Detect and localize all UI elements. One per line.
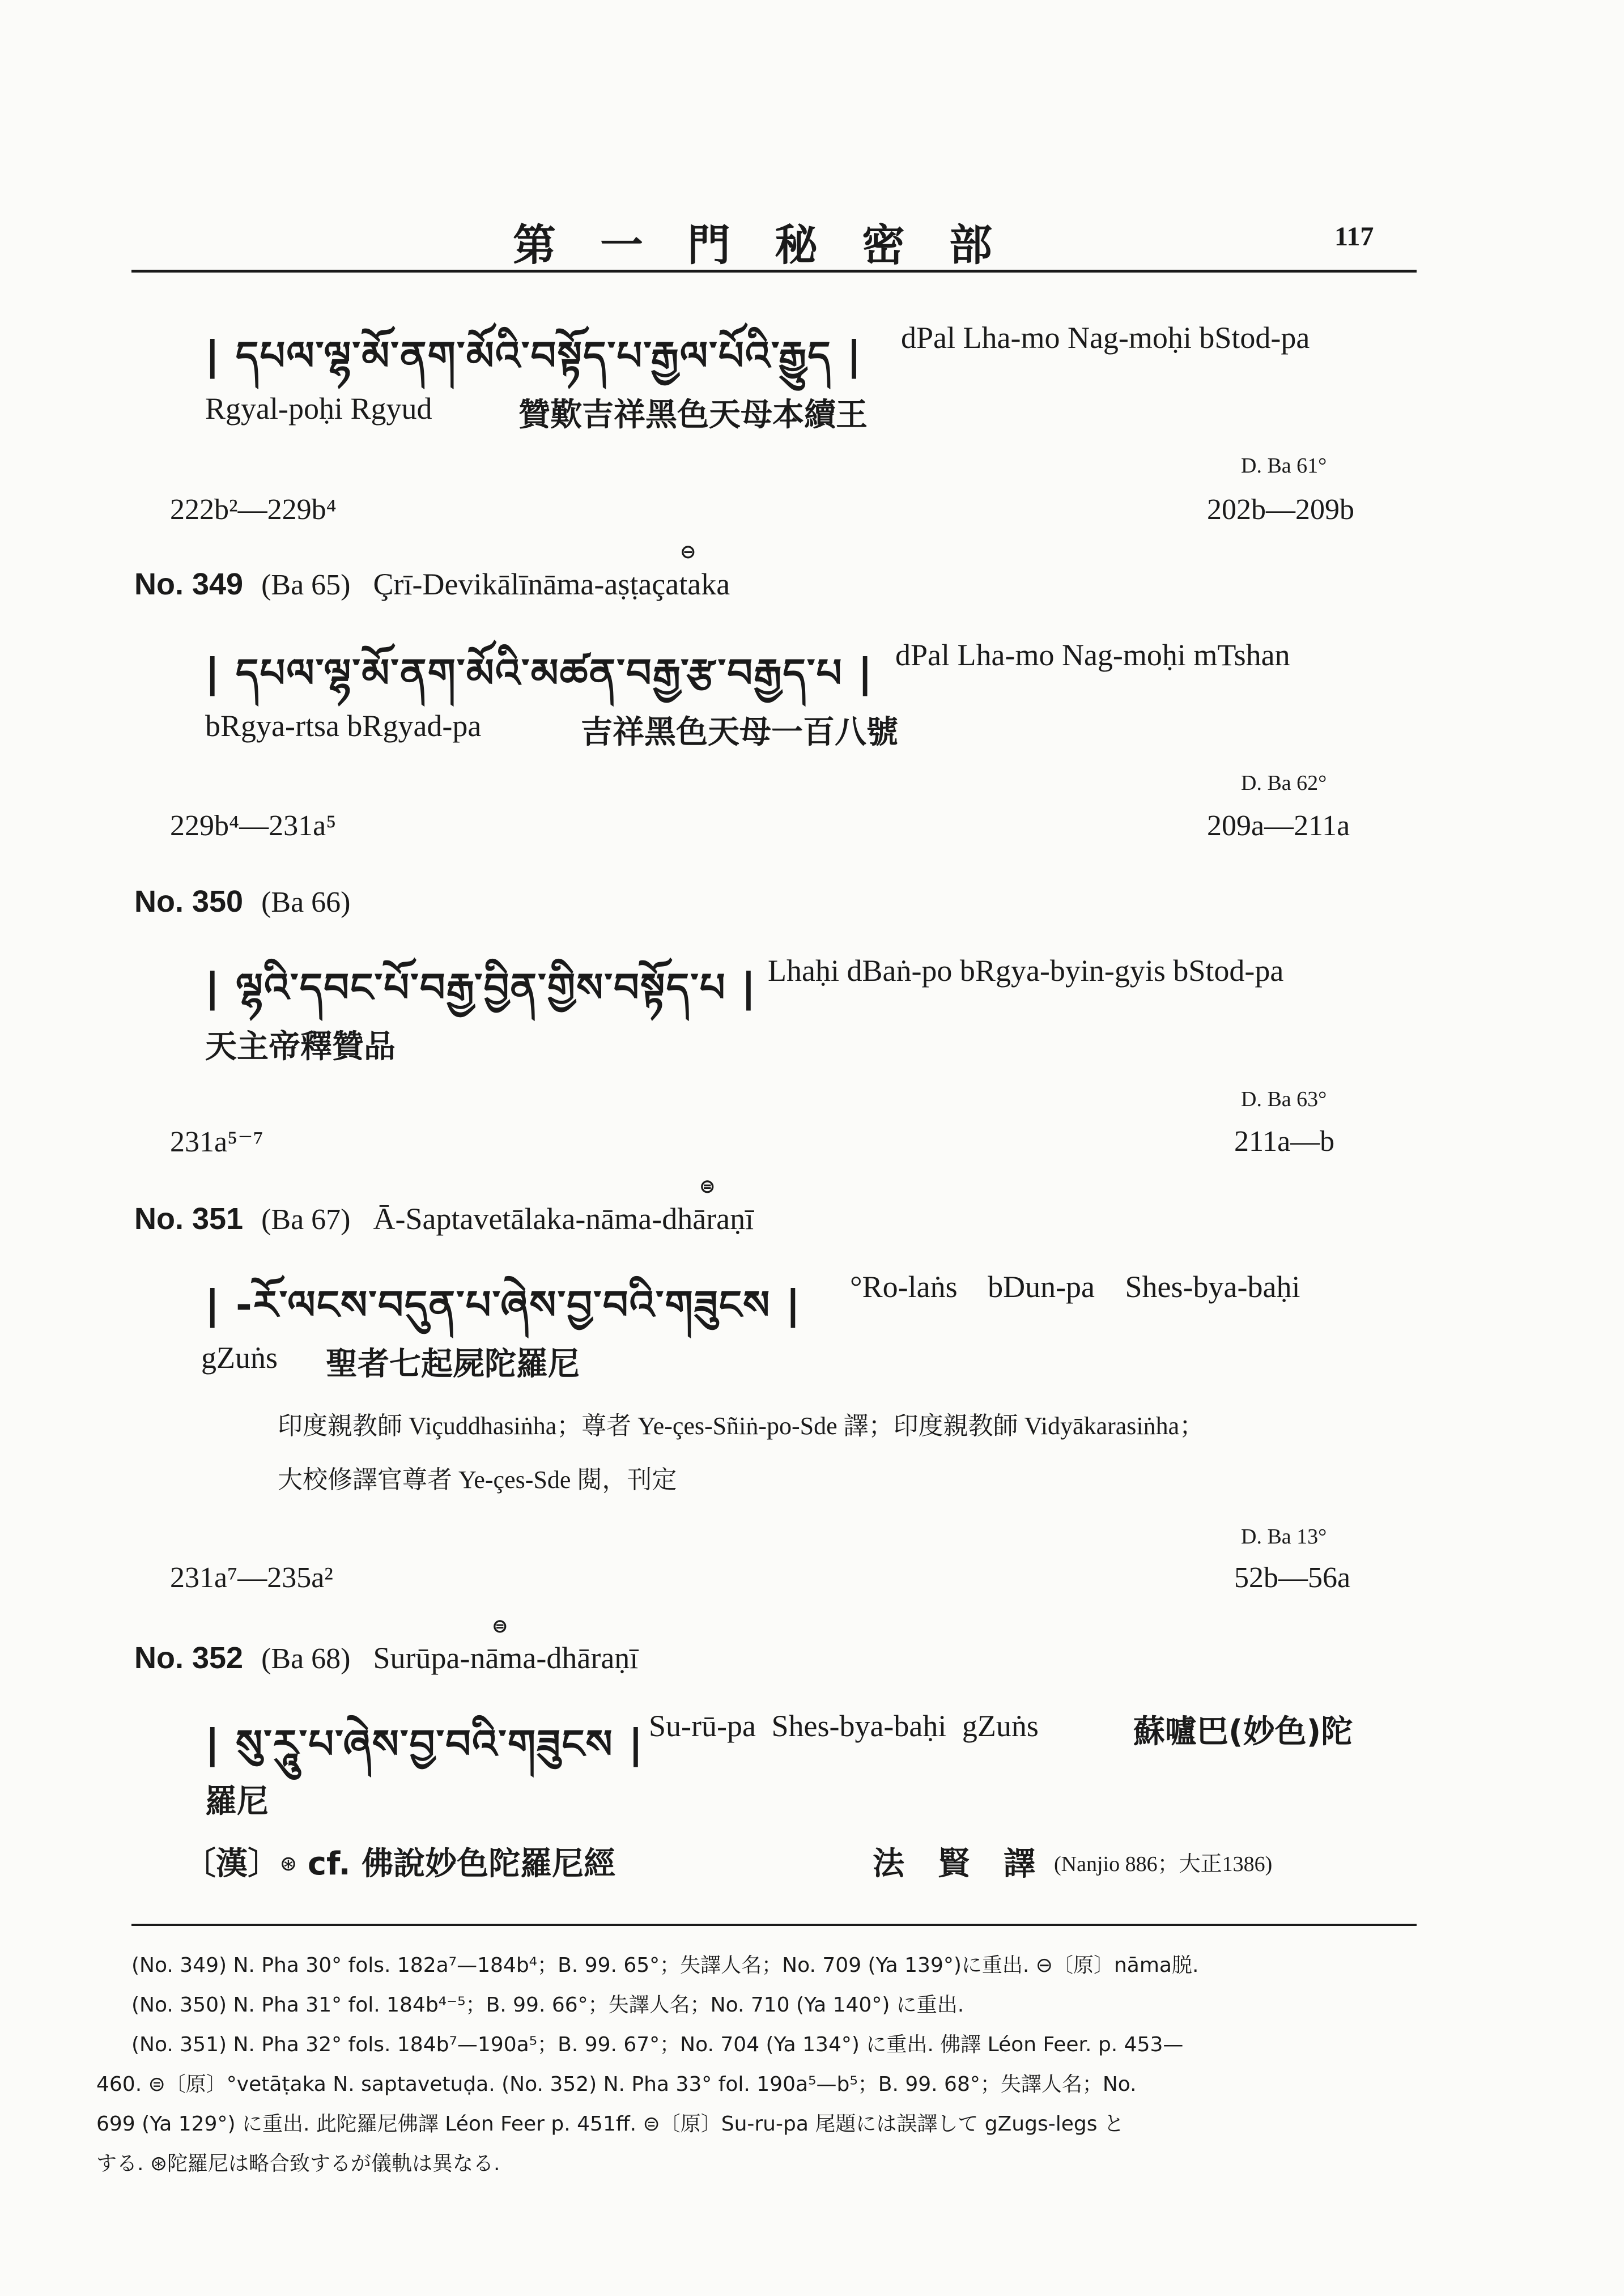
translator-note-cont: 大校修譯官尊者 Ye-çes-Sde 閱，刊定 — [278, 1466, 677, 1494]
folio-left: 229b⁴—231a⁵ — [170, 810, 337, 842]
chinese-translation-line — [184, 1839, 615, 1884]
entry-header — [134, 884, 351, 919]
sanskrit-title: Çrī-Devikālīnāma-aṣṭaçataka — [373, 567, 730, 601]
derge-reference: D. Ba 62° — [1241, 771, 1327, 795]
entry-header — [134, 1201, 754, 1236]
chapter-heading: 第一門秘密部 — [513, 222, 1036, 270]
tibetan-title: | དཔལ་ལྷ་མོ་ནག་མོའི་བསྟོད་པ་རྒྱལ་པོའི་རྒྱུད | — [205, 333, 862, 379]
ba-reference: (Ba 67) — [261, 1204, 351, 1236]
chinese-title: 聖者七起屍陀羅尼 — [326, 1346, 580, 1383]
chinese-title-cont: 羅尼 — [205, 1783, 269, 1820]
entry-number: No. 350 — [134, 885, 244, 919]
derge-reference: D. Ba 61° — [1241, 454, 1327, 478]
romanized-title: Lhaḥi dBaṅ-po bRgya-byin-gyis bStod-pa — [768, 954, 1284, 988]
nanjio-reference: (Nanjio 886；大正1386) — [1054, 1852, 1273, 1876]
tibetan-title: | ལྷའི་དབང་པོ་བརྒྱ་བྱིན་གྱིས་བསྟོད་པ | — [205, 964, 757, 1011]
han-reference: cf. 佛說妙色陀羅尼經 — [307, 1846, 616, 1882]
ba-reference: (Ba 68) — [261, 1643, 351, 1675]
folio-left: 231a⁷—235a² — [170, 1562, 333, 1594]
folio-right: 52b—56a — [1234, 1562, 1351, 1594]
note-mark-1: ⊖ — [680, 541, 696, 563]
footnote-349: (No. 349) N. Pha 30° fols. 182a⁷—184b⁴；B. 99. 65°；失譯人名；No. 709 (Ya 139°)に重出. ⊖〔原〕nāma脱. — [131, 1954, 1199, 1977]
folio-left: 222b²—229b⁴ — [170, 494, 337, 526]
folio-right: 202b—209b — [1207, 494, 1354, 526]
page-number: 117 — [1334, 222, 1374, 252]
folio-left: 231a⁵⁻⁷ — [170, 1126, 263, 1158]
sanskrit-title: Ā-Saptavetālaka-nāma-dhāraṇī — [373, 1202, 754, 1236]
note-mark-2: ⊜ — [699, 1175, 716, 1198]
tibetan-title: | སུ་རཱུ་པ་ཞེས་བྱ་བའི་གཟུངས | — [205, 1721, 644, 1767]
chinese-title: 吉祥黑色天母一百八號 — [581, 714, 898, 751]
footnote-final: する. ⊛陀羅尼は略合致するが儀軌は異なる. — [96, 2152, 500, 2175]
romanized-title: °Ro-laṅs bDun-pa Shes-bya-baḥi — [850, 1270, 1300, 1304]
entry-header — [134, 1640, 638, 1676]
tibetan-title: | དཔལ་ལྷ་མོ་ནག་མོའི་མཚན་བརྒྱ་རྩ་བརྒྱད་པ | — [205, 650, 874, 696]
romanized-title: dPal Lha-mo Nag-moḥi mTshan — [895, 638, 1290, 672]
romanized-title-cont: Rgyal-poḥi Rgyud — [205, 392, 432, 426]
sanskrit-title: Surūpa-nāma-dhāraṇī — [373, 1641, 639, 1675]
entry-header — [134, 567, 730, 602]
romanized-title-cont: bRgya-rtsa bRgyad-pa — [205, 709, 482, 743]
entry-number: No. 351 — [134, 1202, 244, 1236]
folio-right: 211a—b — [1234, 1125, 1335, 1158]
han-label: 〔漢〕 — [184, 1846, 279, 1882]
tibetan-title: | -རོ་ལངས་བདུན་པ་ཞེས་བྱ་བའི་གཟུངས | — [205, 1282, 802, 1328]
footnote-351: (No. 351) N. Pha 32° fols. 184b⁷—190a⁵；B. 99. 67°；No. 704 (Ya 134°) に重出. 佛譯 Léon Feer. p. 453— — [131, 2033, 1184, 2056]
header-rule — [131, 270, 1417, 273]
footnote-352-cont: 699 (Ya 129°) に重出. 此陀羅尼佛譯 Léon Feer p. 451ff. ⊜〔原〕Su-ru-pa 尾題には誤譯して gZugs-legs と — [96, 2112, 1124, 2136]
han-note-mark: ⊛ — [279, 1852, 297, 1876]
chinese-title: 蘇嚧巴(妙色)陀 — [1133, 1714, 1353, 1750]
footnote-351-cont: 460. ⊜〔原〕°vetāṭaka N. saptavetuḍa. (No. 352) N. Pha 33° fol. 190a⁵—b⁵；B. 99. 68°；失譯人名；No. — [96, 2073, 1137, 2096]
derge-reference: D. Ba 63° — [1241, 1087, 1327, 1111]
entry-number: No. 352 — [134, 1641, 244, 1675]
romanized-title-cont: gZuṅs — [201, 1341, 278, 1375]
folio-right: 209a—211a — [1207, 810, 1350, 842]
ba-reference: (Ba 66) — [261, 886, 351, 919]
chinese-title: 天主帝釋贊品 — [205, 1028, 396, 1065]
translator-note: 印度親教師 Viçuddhasiṅha；尊者 Ye-çes-Sñiṅ-po-Sde 譯；印度親教師 Vidyākarasiṅha； — [278, 1412, 1205, 1440]
derge-reference: D. Ba 13° — [1241, 1525, 1327, 1549]
note-mark-3: ⊜ — [492, 1615, 508, 1638]
translator-name: 法 賢 譯 — [873, 1846, 1047, 1882]
entry-number: No. 349 — [134, 567, 244, 601]
footnote-rule — [131, 1924, 1417, 1926]
footnote-350: (No. 350) N. Pha 31° fol. 184b⁴⁻⁵；B. 99. 66°；失譯人名；No. 710 (Ya 140°) に重出. — [131, 1993, 964, 2017]
chinese-title: 贊歎吉祥黑色天母本續王 — [518, 397, 868, 433]
romanized-title: dPal Lha-mo Nag-moḥi bStod-pa — [901, 321, 1310, 355]
romanized-title: Su-rū-pa Shes-bya-baḥi gZuṅs — [649, 1709, 1039, 1743]
ba-reference: (Ba 65) — [261, 569, 351, 601]
